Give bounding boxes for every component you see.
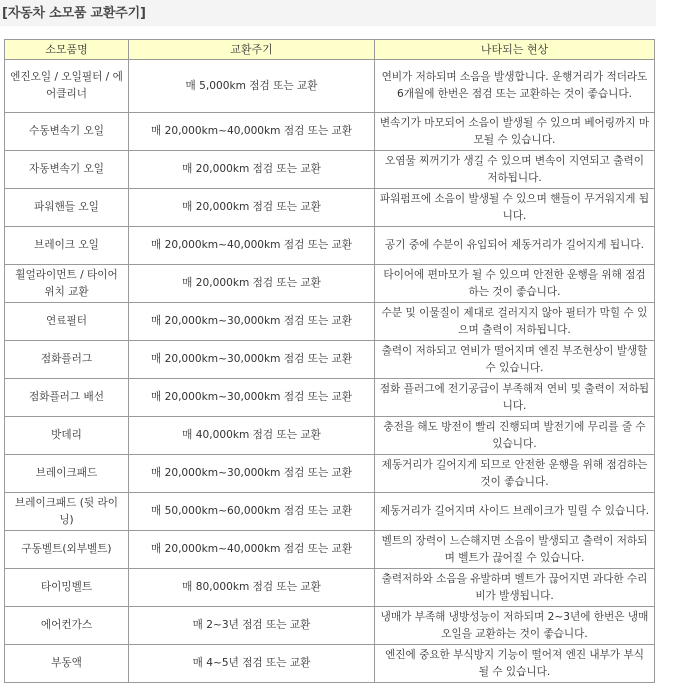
cell-item-name: 브레이크패드 (뒷 라이닝): [5, 493, 129, 531]
cell-symptom: 파워펌프에 소음이 발생될 수 있으며 핸들이 무거워지게 됩니다.: [375, 189, 655, 227]
cell-symptom: 제동거리가 길어지게 되므로 안전한 운행을 위해 점검하는 것이 좋습니다.: [375, 455, 655, 493]
cell-symptom: 변속기가 마모되어 소음이 발생될 수 있으며 베어링까지 마모될 수 있습니다.: [375, 113, 655, 151]
cell-replacement-cycle: 매 20,000km 점검 또는 교환: [129, 151, 375, 189]
title-bar: [0, 0, 656, 26]
cell-symptom: 타이어에 편마모가 될 수 있으며 안전한 운행을 위해 점검하는 것이 좋습니다.: [375, 265, 655, 303]
cell-replacement-cycle: 매 80,000km 점검 또는 교환: [129, 569, 375, 607]
cell-symptom: 연비가 저하되며 소음을 발생합니다. 운행거리가 적더라도 6개월에 한번은 점검 또는 교환하는 것이 좋습니다.: [375, 60, 655, 113]
cell-item-name: 브레이크패드: [5, 455, 129, 493]
cell-item-name: 점화플러그: [5, 341, 129, 379]
cell-replacement-cycle: 매 20,000km~30,000km 점검 또는 교환: [129, 303, 375, 341]
cell-item-name: 타이밍벨트: [5, 569, 129, 607]
cell-item-name: 부동액: [5, 645, 129, 683]
table-row: [5, 227, 655, 265]
table-row: [5, 265, 655, 303]
table-row: [5, 303, 655, 341]
cell-replacement-cycle: 매 5,000km 점검 또는 교환: [129, 60, 375, 113]
cell-replacement-cycle: 매 4~5년 점검 또는 교환: [129, 645, 375, 683]
cell-replacement-cycle: 매 20,000km 점검 또는 교환: [129, 265, 375, 303]
cell-replacement-cycle: 매 20,000km~40,000km 점검 또는 교환: [129, 531, 375, 569]
table-row: [5, 607, 655, 645]
cell-symptom: 수분 및 이물질이 제대로 걸러지지 않아 필터가 막힐 수 있으며 출력이 저하됩니다.: [375, 303, 655, 341]
table-row: [5, 341, 655, 379]
cell-replacement-cycle: 매 20,000km~40,000km 점검 또는 교환: [129, 113, 375, 151]
cell-replacement-cycle: 매 20,000km~30,000km 점검 또는 교환: [129, 379, 375, 417]
cell-replacement-cycle: 매 20,000km~30,000km 점검 또는 교환: [129, 455, 375, 493]
cell-item-name: 휠얼라이먼트 / 타이어 위치 교환: [5, 265, 129, 303]
table-row: [5, 645, 655, 683]
cell-replacement-cycle: 매 2~3년 점검 또는 교환: [129, 607, 375, 645]
table-row: [5, 531, 655, 569]
table-row: [5, 493, 655, 531]
header-symptom: 나타되는 현상: [375, 40, 655, 60]
cell-symptom: 냉매가 부족해 냉방성능이 저하되며 2~3년에 한번은 냉매오일을 교환하는 것이 좋습니다.: [375, 607, 655, 645]
cell-item-name: 점화플러그 배선: [5, 379, 129, 417]
cell-item-name: 수동변속기 오일: [5, 113, 129, 151]
table-row: [5, 113, 655, 151]
table-row: [5, 417, 655, 455]
cell-item-name: 엔진오일 / 오일필터 / 에어클리너: [5, 60, 129, 113]
cell-replacement-cycle: 매 20,000km~40,000km 점검 또는 교환: [129, 227, 375, 265]
cell-symptom: 엔진에 중요한 부식방지 기능이 떨어져 엔진 내부가 부식 될 수 있습니다.: [375, 645, 655, 683]
consumables-table: [4, 39, 655, 683]
cell-symptom: 점화 플러그에 전기공급이 부족해져 연비 및 출력이 저하됩니다.: [375, 379, 655, 417]
cell-symptom: 출력이 저하되고 연비가 떨어지며 엔진 부조현상이 발생할 수 있습니다.: [375, 341, 655, 379]
cell-replacement-cycle: 매 40,000km 점검 또는 교환: [129, 417, 375, 455]
cell-symptom: 충전을 해도 방전이 빨리 진행되며 발전기에 무리를 줄 수 있습니다.: [375, 417, 655, 455]
table-row: [5, 455, 655, 493]
cell-replacement-cycle: 매 50,000km~60,000km 점검 또는 교환: [129, 493, 375, 531]
table-header-row: [5, 40, 655, 60]
page-title: [자동차 소모품 교환주기]: [2, 6, 146, 21]
cell-item-name: 파워핸들 오일: [5, 189, 129, 227]
cell-item-name: 연료필터: [5, 303, 129, 341]
cell-replacement-cycle: 매 20,000km 점검 또는 교환: [129, 189, 375, 227]
cell-item-name: 밧데리: [5, 417, 129, 455]
table-row: [5, 569, 655, 607]
cell-item-name: 구동벨트(외부벨트): [5, 531, 129, 569]
cell-item-name: 에어컨가스: [5, 607, 129, 645]
cell-symptom: 벨트의 장력이 느슨해지면 소음이 발생되고 출력이 저하되며 벨트가 끊어질 수 있습니다.: [375, 531, 655, 569]
cell-item-name: 브레이크 오일: [5, 227, 129, 265]
cell-replacement-cycle: 매 20,000km~30,000km 점검 또는 교환: [129, 341, 375, 379]
table-row: [5, 379, 655, 417]
cell-symptom: 제동거리가 길어지며 사이드 브레이크가 밀릴 수 있습니다.: [375, 493, 655, 531]
cell-item-name: 자동변속기 오일: [5, 151, 129, 189]
cell-symptom: 공기 중에 수분이 유입되어 제동거리가 길어지게 됩니다.: [375, 227, 655, 265]
cell-symptom: 출력저하와 소음을 유발하며 벨트가 끊어지면 과다한 수리비가 발생됩니다.: [375, 569, 655, 607]
table-row: [5, 60, 655, 113]
header-item-name: 소모품명: [5, 40, 129, 60]
cell-symptom: 오염물 찌꺼기가 생길 수 있으며 변속이 지연되고 출력이 저하됩니다.: [375, 151, 655, 189]
table-row: [5, 189, 655, 227]
table-row: [5, 151, 655, 189]
header-replacement-cycle: 교환주기: [129, 40, 375, 60]
